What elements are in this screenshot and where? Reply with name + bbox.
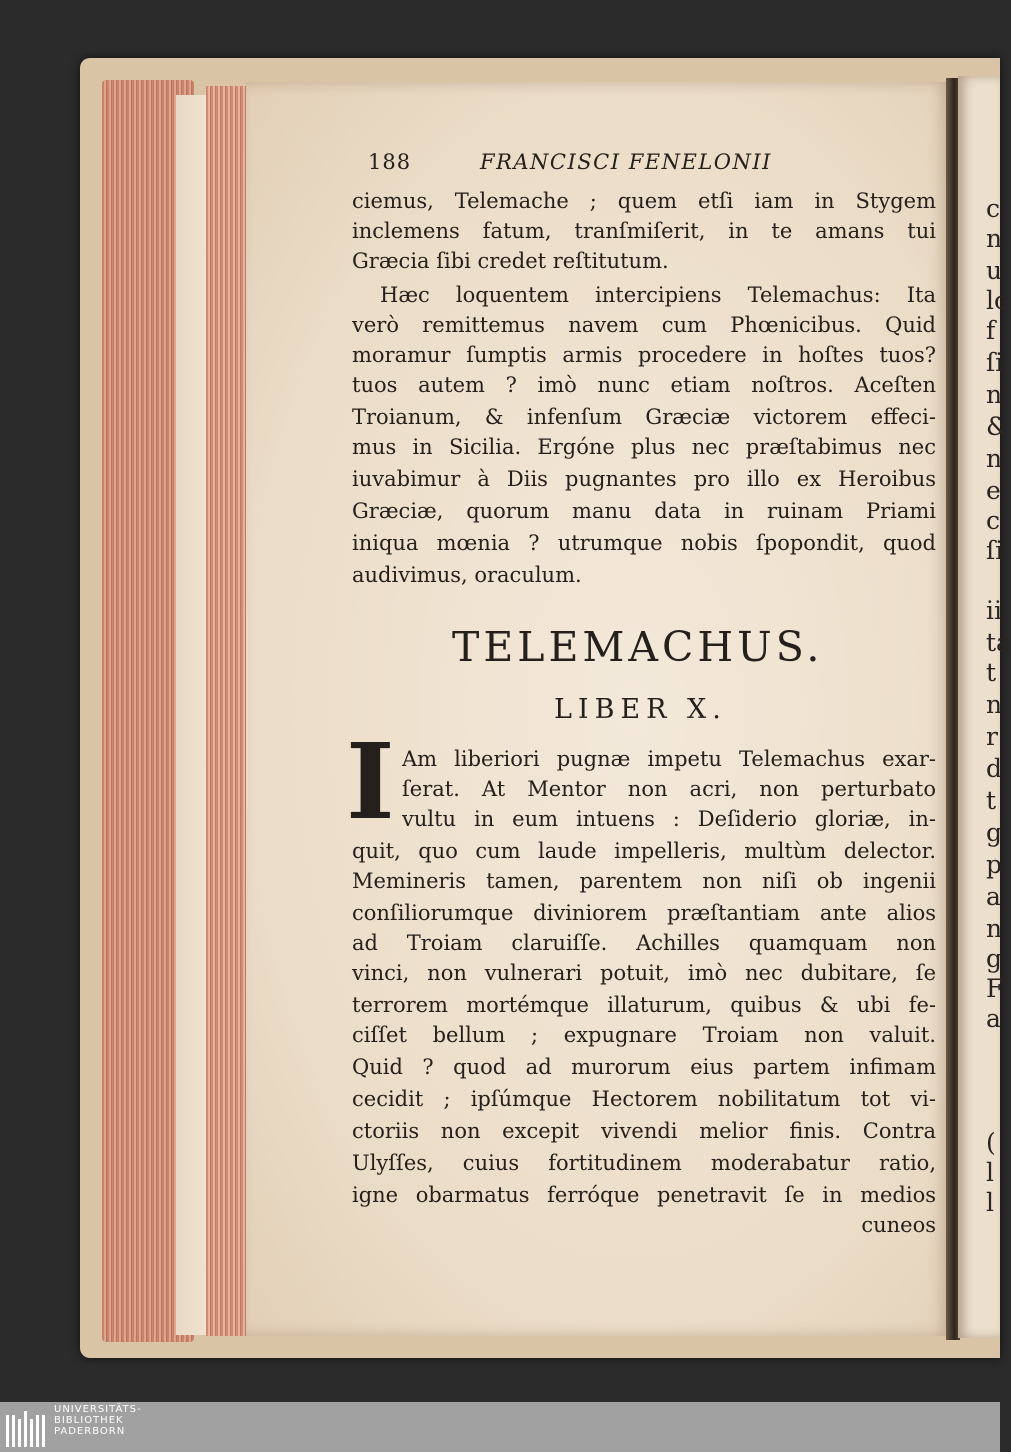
text-line: cecidit ; ipſúmque Hectorem nobilitatum tot vi-	[352, 1087, 936, 1111]
facing-page-letter: a	[986, 1004, 1001, 1033]
text-line: ctoriis non excepit vivendi melior finis. Contra	[352, 1119, 936, 1143]
text-line: vultu in eum intuens : Deſiderio gloriæ, in-	[402, 807, 936, 831]
facing-page-letter: g	[986, 818, 1003, 847]
library-name-line: BIBLIOTHEK	[54, 1415, 124, 1426]
facing-page-letter: e	[986, 476, 1001, 505]
page-edges-light	[176, 95, 206, 1335]
text-line: conſiliorumque diviniorem præſtantiam ante alios	[352, 901, 936, 925]
text-line: moramur ſumptis armis procedere in hoſtes tuos?	[352, 343, 936, 367]
text-line: Græciæ, quorum manu data in ruinam Priami	[352, 499, 936, 523]
library-name-line: UNIVERSITÄTS-	[54, 1404, 142, 1415]
text-line: iuvabimur à Diis pugnantes pro illo ex Heroibus	[352, 467, 936, 491]
text-line: tuos autem ? imò nunc etiam noſtros. Aceſten	[352, 373, 936, 397]
facing-page-letter: u	[986, 256, 1003, 285]
facing-page-letter: n	[986, 690, 1003, 719]
facing-page-letter: n	[986, 224, 1003, 253]
facing-page-letter: &	[986, 412, 1009, 441]
text-line: Ulyſſes, cuius fortitudinem moderabatur ratio,	[352, 1151, 936, 1175]
page-number: 188	[368, 150, 412, 174]
text-line: vinci, non vulnerari potuit, imò nec dubitare, ſe	[352, 961, 936, 985]
facing-page-letter: n	[986, 444, 1003, 473]
text-line: igne obarmatus ferróque penetravit ſe in medios	[352, 1183, 936, 1207]
facing-page-letter: t	[986, 786, 997, 815]
facing-page-letter: lc	[986, 286, 1008, 315]
library-name-line: PADERBORN	[54, 1426, 126, 1437]
facing-page-letter: ta	[986, 628, 1011, 657]
facing-page-letter: (	[986, 1128, 996, 1157]
facing-page-letter: n	[986, 380, 1003, 409]
running-title: FRANCISCI FENELONII	[480, 150, 772, 174]
text-line: ſerat. At Mentor non acri, non perturbato	[402, 777, 936, 801]
catchword: cuneos	[861, 1213, 936, 1237]
page-edges-inner	[206, 86, 248, 1336]
book-title: TELEMACHUS.	[452, 623, 824, 671]
facing-page-letter: ſi	[986, 536, 1004, 565]
library-footer	[0, 1402, 1000, 1452]
text-line: ciemus, Telemache ; quem etſi iam in Stygem	[352, 189, 936, 213]
text-line: Memineris tamen, parentem non niſi ob ingenii	[352, 869, 936, 893]
library-logo-icon	[4, 1405, 48, 1449]
text-line: terrorem mortémque illaturum, quibus & ubi fe-	[352, 993, 936, 1017]
facing-page-letter: f	[986, 316, 996, 345]
facing-page-letter: ſi	[986, 348, 1004, 377]
text-line: verò remittemus navem cum Phœnicibus. Quid	[352, 313, 936, 337]
text-line: ad Troiam claruiſſe. Achilles quamquam non	[352, 931, 936, 955]
text-line: Hæc loquentem intercipiens Telemachus: Ita	[380, 283, 936, 307]
running-header	[368, 150, 838, 180]
drop-cap: I	[346, 720, 395, 843]
text-line: Am liberiori pugnæ impetu Telemachus exar-	[402, 747, 936, 771]
facing-page-letter: c	[986, 506, 1001, 535]
facing-page-letter: r	[986, 722, 998, 751]
facing-page-letter: ii	[986, 596, 1002, 625]
text-line: audivimus, oraculum.	[352, 563, 582, 587]
text-line: Græcia ſibi credet reſtitutum.	[352, 249, 669, 273]
facing-page-letter: n	[986, 914, 1003, 943]
text-line: mus in Sicilia. Ergóne plus nec præſtabimus nec	[352, 435, 936, 459]
text-line: iniqua mœnia ? utrumque nobis ſpopondit, quod	[352, 531, 936, 555]
text-line: Troianum, & infenſum Græciæ victorem effeci-	[352, 405, 936, 429]
facing-page-letter: c	[986, 194, 1001, 223]
facing-page-letter: l	[986, 1188, 994, 1217]
text-line: inclemens fatum, tranſmiſerit, in te amans tui	[352, 219, 936, 243]
chapter-heading: LIBER X.	[554, 694, 727, 725]
facing-page-letter: g	[986, 944, 1003, 973]
text-line: Quid ? quod ad murorum eius partem infimam	[352, 1055, 936, 1079]
facing-page-letter: l	[986, 1158, 994, 1187]
facing-page-letter: F	[986, 974, 1004, 1003]
facing-page-letter: p	[986, 850, 1003, 879]
text-line: ciſſet bellum ; expugnare Troiam non valuit.	[352, 1023, 936, 1047]
text-line: quit, quo cum laude impelleris, multùm delector.	[352, 839, 936, 863]
facing-page-letter: t	[986, 658, 997, 687]
facing-page-letter: d	[986, 754, 1003, 783]
facing-page-letter: a	[986, 882, 1001, 911]
